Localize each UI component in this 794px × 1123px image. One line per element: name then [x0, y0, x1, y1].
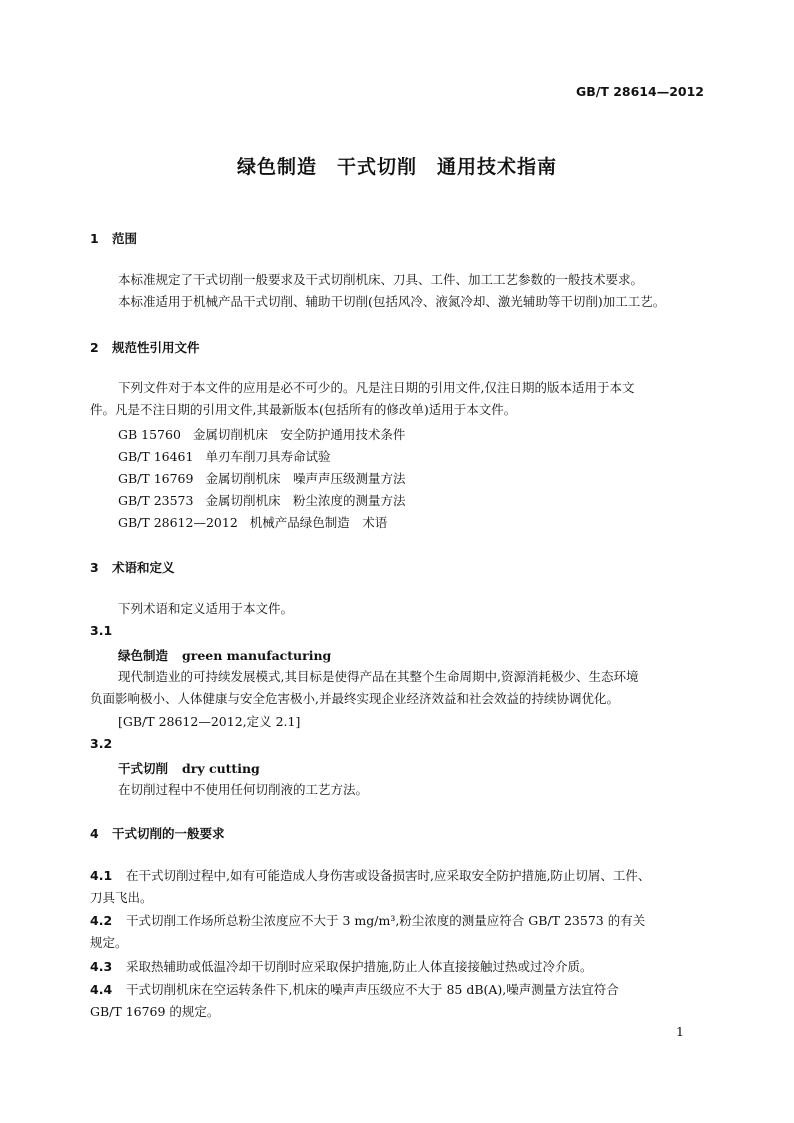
clause-text: 干式切削机床在空运转条件下,机床的噪声声压级应不大于 85 dB(A),噪声测量方法宜符合 [126, 982, 619, 997]
section-number: 3 [90, 560, 99, 575]
paragraph: 本标准规定了干式切削一般要求及干式切削机床、刀具、工件、加工工艺参数的一般技术要求。 [118, 272, 644, 287]
paragraph: 下列文件对于本文件的应用是必不可少的。凡是注日期的引用文件,仅注日期的版本适用于本文 [118, 380, 635, 395]
paragraph: 本标准适用于机械产品干式切削、辅助干切削(包括风冷、液氮冷却、激光辅助等干切削)加工工艺。 [118, 294, 666, 309]
clause-text: 干式切削工作场所总粉尘浓度应不大于 3 mg/m³,粉尘浓度的测量应符合 GB/T 23573 的有关 [126, 913, 646, 928]
term-number: 3.2 [90, 736, 113, 751]
term-english: green manufacturing [182, 648, 332, 663]
section-number: 1 [90, 231, 99, 246]
section-title: 干式切削的一般要求 [112, 826, 225, 841]
section-2-heading [90, 338, 200, 356]
section-3-heading [90, 558, 175, 576]
term-definition: 现代制造业的可持续发展模式,其目标是使得产品在其整个生命周期中,资源消耗极少、生态环境 [118, 669, 639, 684]
paragraph: 下列术语和定义适用于本文件。 [118, 601, 294, 616]
section-title: 术语和定义 [112, 560, 175, 575]
document-code: GB/T 28614—2012 [575, 84, 704, 99]
clause-text: 采取热辅助或低温冷却干切削时应采取保护措施,防止人体直接接触过热或过冷介质。 [126, 959, 593, 974]
section-title: 范围 [112, 231, 138, 246]
reference-item [118, 469, 405, 487]
clause [90, 866, 650, 884]
term-heading [118, 758, 260, 777]
reference-name: 金属切削机床 粉尘浓度的测量方法 [205, 493, 406, 508]
reference-code: GB 15760 [118, 427, 181, 442]
clause-continuation: GB/T 16769 的规定。 [90, 1004, 220, 1019]
term-definition: 负面影响极小、人体健康与安全危害极小,并最终实现企业经济效益和社会效益的持续协调优化。 [90, 691, 619, 706]
section-number: 4 [90, 826, 99, 841]
reference-name: 金属切削机床 噪声声压级测量方法 [205, 471, 406, 486]
reference-name: 机械产品绿色制造 术语 [249, 515, 388, 530]
clause [90, 911, 645, 929]
clause-number: 4.2 [90, 913, 113, 928]
section-number: 2 [90, 340, 99, 355]
clause [90, 957, 592, 975]
clause-text: 在干式切削过程中,如有可能造成人身伤害或设备损害时,应采取安全防护措施,防止切屑、工件、 [126, 868, 651, 883]
page-number: 1 [676, 1024, 684, 1039]
term-definition: 在切削过程中不使用任何切削液的工艺方法。 [118, 782, 369, 797]
section-title: 规范性引用文件 [112, 340, 200, 355]
term-english: dry cutting [182, 761, 260, 776]
reference-code: GB/T 16769 [118, 471, 194, 486]
section-1-heading [90, 229, 137, 247]
page-title: 绿色制造 干式切削 通用技术指南 [236, 156, 557, 178]
section-4-heading [90, 824, 225, 842]
clause-number: 4.3 [90, 959, 113, 974]
clause-number: 4.1 [90, 868, 113, 883]
reference-item [118, 447, 330, 465]
reference-item [118, 491, 405, 509]
clause-number: 4.4 [90, 982, 113, 997]
reference-code: GB/T 28612—2012 [118, 515, 238, 530]
clause [90, 980, 619, 998]
reference-code: GB/T 23573 [118, 493, 194, 508]
reference-name: 金属切削机床 安全防护通用技术条件 [192, 427, 406, 442]
reference-code: GB/T 16461 [118, 449, 194, 464]
term-number: 3.1 [90, 623, 113, 638]
term-chinese: 绿色制造 [118, 648, 169, 663]
term-source: [GB/T 28612—2012,定义 2.1] [118, 714, 301, 729]
paragraph: 件。凡是不注日期的引用文件,其最新版本(包括所有的修改单)适用于本文件。 [90, 402, 517, 417]
term-heading [118, 645, 331, 664]
reference-name: 单刃车削刀具寿命试验 [205, 449, 331, 464]
term-chinese: 干式切削 [118, 761, 169, 776]
reference-item [118, 513, 387, 531]
reference-item [118, 425, 405, 443]
clause-continuation: 规定。 [90, 935, 128, 950]
clause-continuation: 刀具飞出。 [90, 890, 153, 905]
